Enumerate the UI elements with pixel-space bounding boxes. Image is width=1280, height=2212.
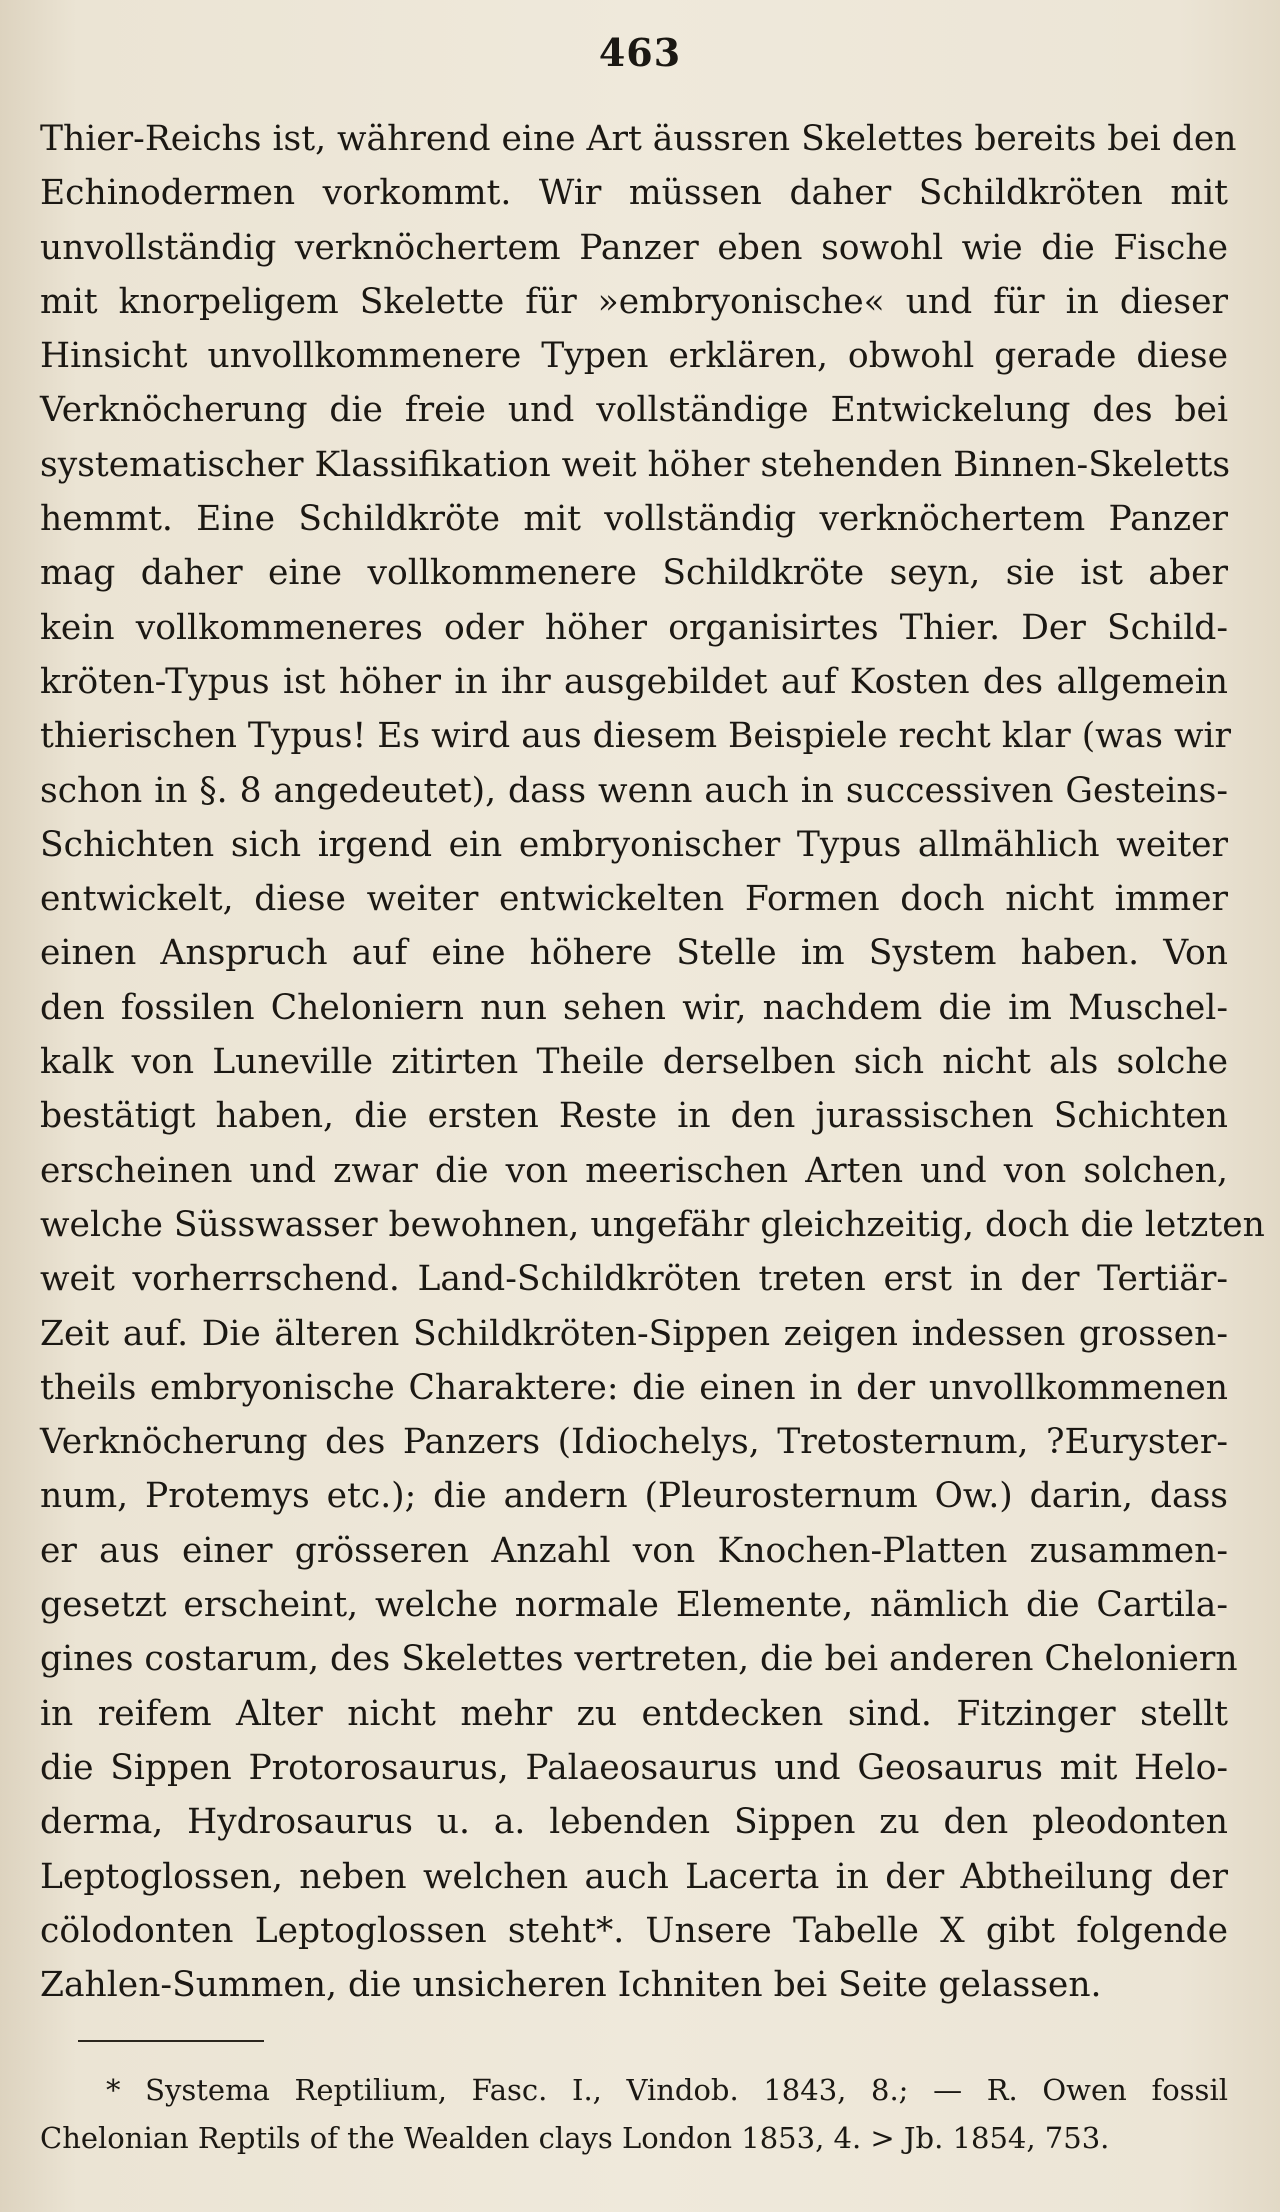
text-line: derma, Hydrosaurus u. a. lebenden Sippen zu den pleodonten — [40, 1802, 1228, 1843]
text-line: Echinodermen vorkommt. Wir müssen daher Schildkröten mit — [40, 173, 1228, 214]
text-line: Verknöcherung die freie und vollständige Entwickelung des bei — [40, 390, 1228, 431]
page-number: 463 — [598, 30, 682, 75]
footnote — [40, 2066, 1228, 2162]
text-line: Zeit auf. Die älteren Schildkröten-Sippen zeigen indessen grossen- — [40, 1313, 1228, 1354]
text-line: kalk von Luneville zitirten Theile derselben sich nicht als solche — [40, 1042, 1228, 1083]
text-line: Hinsicht unvollkommenere Typen erklären, obwohl gerade diese — [40, 336, 1228, 377]
text-line: cölodonten Leptoglossen steht*. Unsere Tabelle X gibt folgende — [40, 1910, 1228, 1951]
body-text — [40, 112, 1265, 2012]
text-line: Leptoglossen, neben welchen auch Lacerta in der Abtheilung der — [40, 1856, 1228, 1897]
text-line: gines costarum, des Skelettes vertreten, die bei anderen Cheloniern — [40, 1639, 1238, 1680]
text-line: welche Süsswasser bewohnen, ungefähr gleichzeitig, doch die letzten — [40, 1204, 1265, 1245]
text-line: Verknöcherung des Panzers (Idiochelys, Tretosternum, ?Euryster- — [40, 1422, 1228, 1463]
text-line: erscheinen und zwar die von meerischen Arten und von solchen, — [40, 1150, 1228, 1191]
text-line: Thier-Reichs ist, während eine Art äussren Skelettes bereits bei den — [40, 119, 1237, 159]
text-line: er aus einer grösseren Anzahl von Knochen-Platten zusammen- — [40, 1530, 1228, 1571]
text-line: kröten-Typus ist höher in ihr ausgebildet auf Kosten des allgemein — [40, 661, 1228, 702]
text-line: bestätigt haben, die ersten Reste in den jurassischen Schichten — [40, 1096, 1228, 1137]
text-line: mit knorpeligem Skelette für »embryonische« und für in dieser — [40, 281, 1228, 322]
text-line: die Sippen Protorosaurus, Palaeosaurus und Geosaurus mit Helo- — [40, 1747, 1228, 1788]
text-line: Zahlen-Summen, die unsicheren Ichniten bei Seite gelassen. — [40, 1965, 1102, 2006]
text-line: thierischen Typus! Es wird aus diesem Beispiele recht klar (was wir — [40, 716, 1232, 757]
footnote-rule — [78, 2040, 264, 2042]
text-line: Schichten sich irgend ein embryonischer Typus allmählich weiter — [40, 824, 1228, 865]
text-line: num, Protemys etc.); die andern (Pleurosternum Ow.) darin, dass — [40, 1476, 1228, 1517]
text-line: unvollständig verknöchertem Panzer eben sowohl wie die Fische — [40, 227, 1228, 268]
text-line: hemmt. Eine Schildkröte mit vollständig verknöchertem Panzer — [40, 499, 1228, 540]
text-line: schon in §. 8 angedeutet), dass wenn auch in successiven Gesteins- — [40, 770, 1228, 811]
text-line: einen Anspruch auf eine höhere Stelle im System haben. Von — [40, 933, 1228, 974]
text-line: weit vorherrschend. Land-Schildkröten treten erst in der Tertiär- — [40, 1259, 1228, 1300]
text-line: gesetzt erscheint, welche normale Elemente, nämlich die Cartila- — [40, 1585, 1228, 1626]
text-line: mag daher eine vollkommenere Schildkröte seyn, sie ist aber — [40, 553, 1228, 594]
text-line: systematischer Klassifikation weit höher stehenden Binnen-Skeletts — [40, 444, 1231, 485]
footnote-line: * Systema Reptilium, Fasc. I., Vindob. 1843, 8.; — R. Owen fossil — [106, 2073, 1228, 2107]
text-line: in reifem Alter nicht mehr zu entdecken sind. Fitzinger stellt — [40, 1693, 1228, 1734]
text-line: theils embryonische Charaktere: die einen in der unvollkommenen — [40, 1367, 1228, 1408]
text-line: entwickelt, diese weiter entwickelten Formen doch nicht immer — [40, 879, 1228, 920]
text-line: den fossilen Cheloniern nun sehen wir, nachdem die im Muschel- — [40, 987, 1228, 1028]
footnote-line: Chelonian Reptils of the Wealden clays London 1853, 4. > Jb. 1854, 753. — [40, 2121, 1110, 2155]
text-line: kein vollkommeneres oder höher organisirtes Thier. Der Schild- — [40, 607, 1228, 648]
